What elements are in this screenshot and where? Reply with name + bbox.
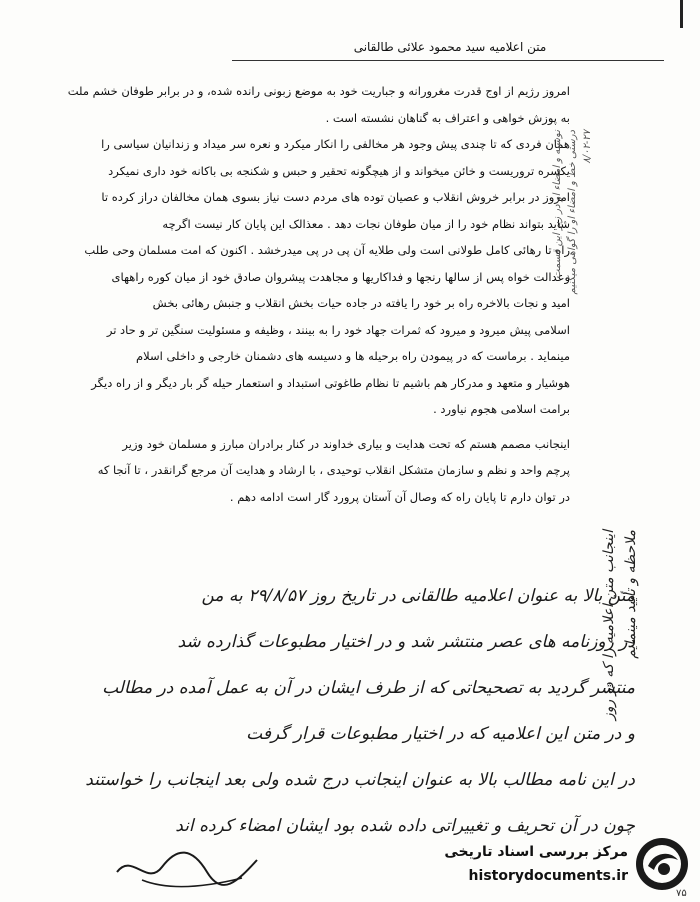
handwritten-line: منتشر گردید به تصحیحاتی که از طرف ایشان در آن به عمل آمده در مطالب: [102, 678, 635, 698]
handwritten-line: چون در آن تحریف و تغییراتی داده شده بود ایشان امضاء کرده اند: [175, 816, 635, 836]
vertical-note-line: ملاحظه و تأیید مینمایم: [623, 530, 639, 659]
handwritten-line: و در متن این اعلامیه که در اختیار مطبوعات قرار گرفت: [246, 724, 635, 744]
typed-line: امید و نجات بالاخره راه بر خود را یافته در جاده حیات بخش انقلاب و جنبش رهائی بخش: [152, 296, 570, 310]
margin-annotation: [550, 130, 595, 300]
document-title: متن اعلامیه سید محمود علائی طالقانی: [353, 40, 547, 54]
margin-annotation-line: نوشته و امضاء او در زیر این قسمت: [552, 130, 563, 279]
typed-line: اسلامی پیش میرود و میرود که ثمرات جهاد خود را به بینند ، وظیفه و مسئولیت سنگین تر و حاد تر: [106, 322, 570, 337]
typed-line: شاید بتواند نظام خود را از میان طوفان نجات دهد . معذالک این پایان کار نیست اگرچه: [162, 216, 570, 231]
margin-date: ۸/۰۲-۲۷: [582, 130, 593, 164]
typed-line: هوشیار و متعهد و مدرکار هم باشیم تا نظام طاغوتی استبداد و استعمار حیله گر بار دیگر و از راه دیگر: [91, 375, 570, 390]
title-underline: [232, 60, 664, 61]
archive-logo-icon: [634, 836, 690, 892]
handwritten-line: در روزنامه های عصر منتشر شد و در اختیار مطبوعات گذارده شد: [177, 632, 635, 652]
typed-line: برامت اسلامی هجوم نیاورد .: [433, 402, 570, 416]
typed-line: یکسره تروریست و خائن میخواند و از هیچگونه تحقیر و حبس و شکنجه بی باکانه خود داری نمیکرد: [108, 163, 570, 178]
page-number: ۷۵: [676, 888, 687, 899]
typed-line: امروز رژیم از اوج قدرت مغرورانه و جباریت خود به موضع زبونی رانده شده، و در برابر طوفان خشم ملت: [67, 84, 570, 98]
typed-line: امروز در برابر خروش انقلاب و عصیان توده های مردم دست نیاز بسوی همان مخالفان دراز کرده تا: [101, 190, 570, 204]
typed-line: اینجانب مصمم هستم که تحت هدایت و بیاری خداوند در کنار برادران مبارز و مسلمان خود وزیر: [122, 436, 570, 451]
page-edge-mark: [680, 0, 683, 28]
typed-line: راه تا رهائی کامل طولانی است ولی طلایه آن پی در پی میدرخشد . اکنون که امت مسلمان وحی طلب: [84, 243, 570, 257]
archive-url: historydocuments.ir: [468, 868, 628, 884]
typed-statement: [15, 78, 570, 510]
archive-watermark: [440, 832, 690, 894]
handwritten-note: [30, 575, 635, 851]
typed-line: وعدالت خواه پس از سالها رنجها و فداکاریها و مجاهدت پیشروان صادق خود از میان کوره راههای: [111, 269, 570, 284]
typed-line: همان فردی که تا چندی پیش وجود هر مخالفی را انکار میکرد و نعره سر میداد و زندانیان سیاسی را: [101, 137, 570, 151]
archive-name: مرکز بررسی اسناد تاریخی: [444, 844, 628, 860]
handwritten-line: متن بالا به عنوان اعلامیه طالقانی در تاریخ روز ۲۹/۸/۵۷ به من: [201, 586, 635, 606]
margin-annotation-line: درستی خط و امضاء او را گواهی میکنیم: [567, 130, 578, 295]
handwritten-line: در این نامه مطالب بالا به عنوان اینجانب درج شده ولی بعد اینجانب را خواستند: [85, 770, 635, 790]
typed-line: در توان دارم تا پایان راه که وصال آن آستان پرورد گار است ادامه دهم .: [229, 489, 570, 504]
typed-line: مینماید . برماست که در پیمودن راه برحیله ها و دسیسه های دشمنان خارجی و داخلی اسلام: [136, 349, 570, 363]
vertical-note-line: اینجانب متن اعلامیه را که در روز: [601, 530, 617, 720]
signature: [112, 842, 262, 892]
typed-line: به پوزش خواهی و اعتراف به گناهان نشسته است .: [325, 110, 570, 125]
typed-line: پرچم واحد و نظم و سازمان متشکل انقلاب توحیدی ، با ارشاد و هدایت آن مرجع گرانقدر ، تا آنجا که: [97, 463, 570, 477]
